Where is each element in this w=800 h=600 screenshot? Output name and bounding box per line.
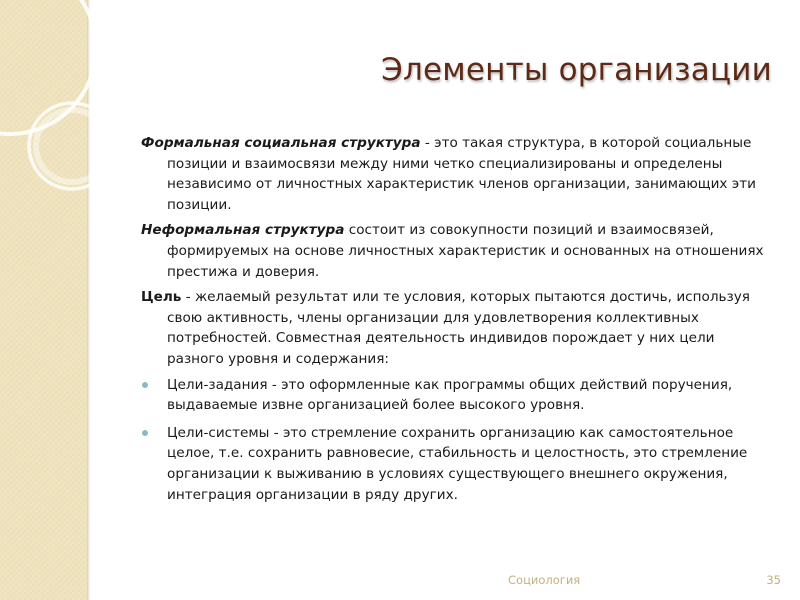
term-goal: Цель bbox=[141, 289, 182, 306]
bullet-item-goal-tasks bbox=[141, 375, 774, 416]
page-number: 35 bbox=[766, 573, 781, 587]
bullet-text-goal-tasks: Цели-задания - это оформленные как программы общих действий поручения, выдаваемые извне организацией более высокого уровня. bbox=[167, 376, 733, 414]
slide-body bbox=[141, 133, 774, 512]
term-formal-structure: Формальная социальная структура bbox=[141, 135, 421, 151]
bullet-item-goal-systems bbox=[141, 423, 774, 505]
term-informal-structure: Неформальная структура bbox=[141, 222, 345, 239]
paragraph-informal-structure bbox=[141, 220, 774, 282]
footer-course-name: Социология bbox=[508, 573, 581, 587]
slide-title: Элементы организации bbox=[381, 52, 772, 88]
paragraph-formal-structure bbox=[141, 133, 774, 215]
bullet-dot-icon bbox=[142, 382, 148, 388]
definition-goal: - желаемый результат или те условия, которых пытаются достичь, используя свою активность, члены организации для удовлетворения коллективных потребностей. Совместная деятельность индивидов порождает у них цели разного уровня и содержания: bbox=[167, 289, 750, 367]
paragraph-goal bbox=[141, 287, 774, 369]
side-decor-panel bbox=[0, 0, 87, 600]
bullet-dot-icon bbox=[142, 430, 148, 436]
side-panel-edge bbox=[87, 0, 90, 600]
bullet-text-goal-systems: Цели-системы - это стремление сохранить организацию как самостоятельное целое, т.е. сохранить равновесие, стабильность и целостность, это стремление организации к выживанию в условиях существующего внешнего окружения, интеграция организации в ряду других. bbox=[167, 424, 748, 503]
definition-formal-structure: - это такая структура, в которой социальные позиции и взаимосвязи между ними четко специализированы и определены независимо от личностных характеристик членов организации, занимающих эти позиции. bbox=[167, 135, 757, 213]
definition-informal-structure: состоит из совокупности позиций и взаимосвязей, формируемых на основе личностных характеристик и основанных на отношениях престижа и доверия. bbox=[167, 222, 764, 280]
